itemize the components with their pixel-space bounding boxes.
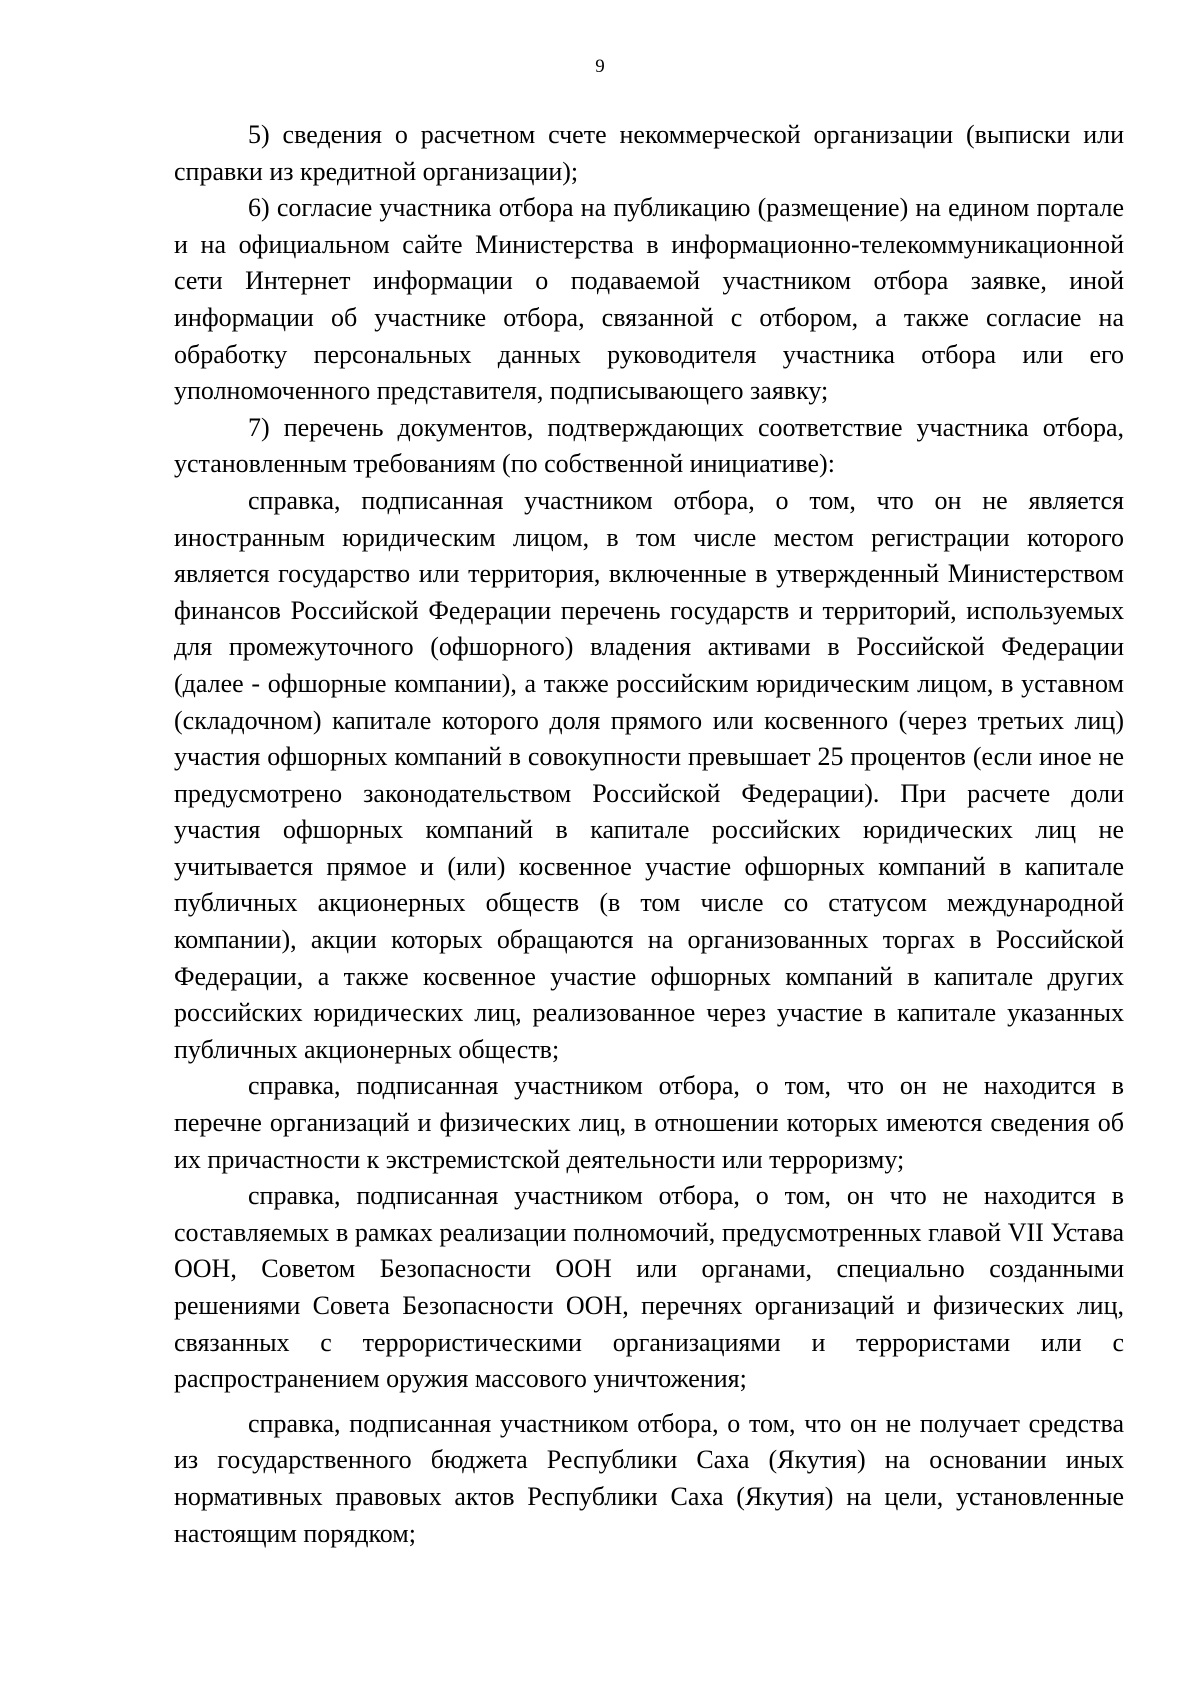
paragraph-extremism-certificate: справка, подписанная участником отбора, о том, что он не находится в перечне организаций и физических лиц, в отношении которых имеются сведения об их причастности к экстремистской деятельности или терроризму; [174,1071,1124,1174]
page-number: 9 [595,56,605,77]
paragraph-budget-certificate: справка, подписанная участником отбора, о том, что он не получает средства из государственного бюджета Республики Саха (Якутия) на основании иных нормативных правовых актов Республики Саха (Якутия) на цели, установленные настоящим порядком; [174,1408,1124,1548]
paragraph-un-list-certificate: справка, подписанная участником отбора, о том, он что не находится в составляемых в рамках реализации полномочий, предусмотренных главой VII Устава ООН, Советом Безопасности ООН или органами, специально созданными решениями Совета Безопасности ООН, перечнях организаций и физических лиц, связанных с террористическими организациями и террористами или с распространением оружия массового уничтожения; [174,1181,1124,1394]
paragraph-item-7: 7) перечень документов, подтверждающих соответствие участника отбора, установленным требованиям (по собственной инициативе): [174,412,1124,479]
document-body [174,117,1124,1552]
paragraph-item-5: 5) сведения о расчетном счете некоммерческой организации (выписки или справки из кредитной организации); [174,120,1124,186]
paragraph-offshore-certificate: справка, подписанная участником отбора, о том, что он не является иностранным юридическим лицом, в том числе местом регистрации которого является государство или территория, включенные в утвержденный Министерством финансов Российской Федерации перечень государств и территорий, используемых для промежуточного (офшорного) владения активами в Российской Федерации (далее - офшорные компании), а также российским юридическим лицом, в уставном (складочном) капитале которого доля прямого или косвенного (через третьих лиц) участия офшорных компаний в совокупности превышает 25 процентов (если иное не предусмотрено законодательством Российской Федерации). При расчете доли участия офшорных компаний в капитале российских юридических лиц не учитывается прямое и (или) косвенное участие офшорных компаний в капитале публичных акционерных обществ (в том числе со статусом международной компании), акции которых обращаются на организованных торгах в Российской Федерации, а также косвенное участие офшорных компаний в капитале других российских юридических лиц, реализованное через участие в капитале указанных публичных акционерных обществ; [174,485,1124,1064]
paragraph-item-6: 6) согласие участника отбора на публикацию (размещение) на едином портале и на официальном сайте Министерства в информационно-телекоммуникационной сети Интернет информации о подаваемой участником отбора заявке, иной информации об участнике отбора, связанной с отбором, а также согласие на обработку персональных данных руководителя участника отбора или его уполномоченного представителя, подписывающего заявку; [174,193,1124,406]
